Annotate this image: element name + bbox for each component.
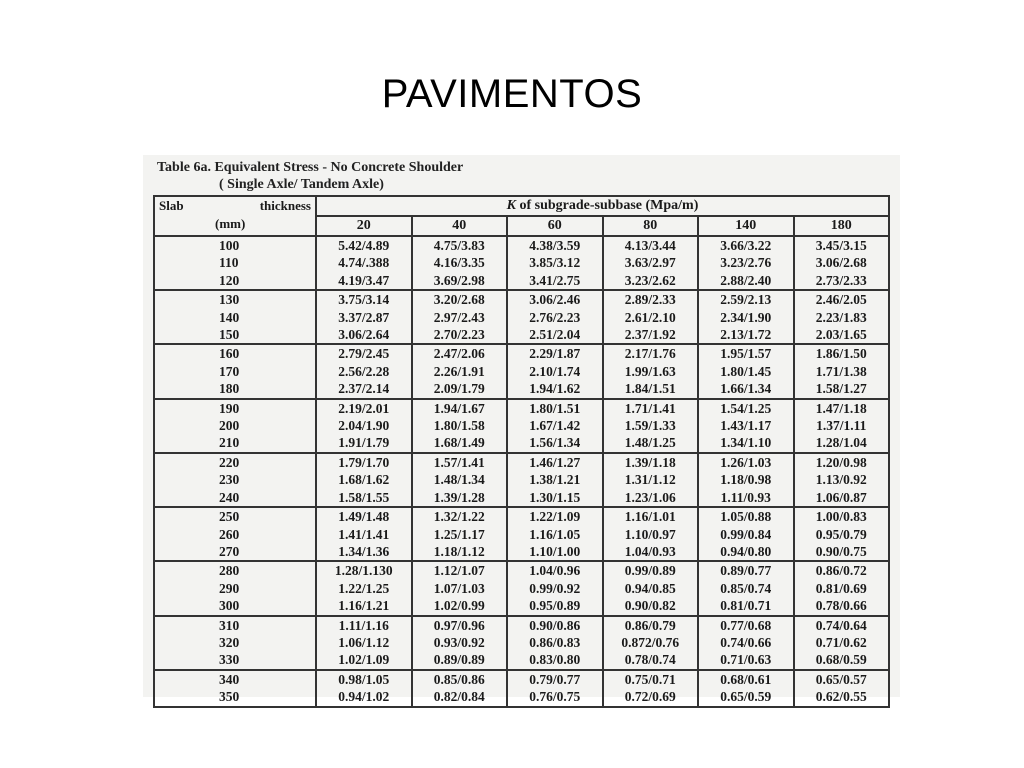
stress-value: 0.90/0.86 [529, 617, 581, 633]
stress-cell [412, 616, 508, 670]
stress-cell [794, 399, 890, 453]
stress-cell [507, 670, 603, 707]
stress-value: 2.34/1.90 [720, 309, 772, 325]
thickness-value: 200 [219, 418, 240, 434]
stress-value: 4.19/3.47 [338, 272, 390, 288]
stress-cell [603, 290, 699, 344]
thickness-value: 150 [219, 327, 240, 343]
stress-value: 0.99/0.84 [720, 526, 772, 542]
thickness-value: 310 [219, 617, 240, 633]
stress-value: 1.18/0.98 [720, 472, 772, 488]
stress-cell [316, 453, 412, 507]
thickness-cell [154, 344, 316, 398]
stress-value: 0.95/0.79 [815, 526, 867, 542]
thickness-cell [154, 670, 316, 707]
table-caption [157, 159, 463, 193]
k-header-text: of subgrade-subbase (Mpa/m) [515, 198, 699, 213]
stress-value: 2.61/2.10 [624, 309, 676, 325]
stress-value: 3.41/2.75 [529, 272, 581, 288]
stress-cell [603, 670, 699, 707]
stress-value: 0.72/0.69 [624, 689, 676, 705]
table-caption-title: Table 6a. Equivalent Stress - No Concrete Shoulder [157, 160, 464, 175]
thickness-value: 270 [219, 543, 240, 559]
stress-value: 1.23/1.06 [624, 489, 676, 505]
stress-cell [507, 561, 603, 615]
stress-cell [507, 616, 603, 670]
stress-cell [316, 670, 412, 707]
stress-value: 3.23/2.76 [720, 255, 772, 271]
stress-value: 2.26/1.91 [433, 363, 485, 379]
stress-value: 1.39/1.28 [433, 489, 485, 505]
stress-cell [603, 344, 699, 398]
stress-value: 1.02/0.99 [433, 598, 485, 614]
stress-value: 1.94/1.67 [433, 400, 485, 416]
stress-value: 1.30/1.15 [529, 489, 581, 505]
stress-value: 1.80/1.58 [433, 418, 485, 434]
thickness-value: 100 [219, 238, 240, 253]
stress-cell [316, 616, 412, 670]
thickness-cell [154, 399, 316, 453]
stress-value: 1.18/1.12 [433, 543, 485, 559]
stress-cell [794, 290, 890, 344]
stress-value: 0.95/0.89 [529, 598, 581, 614]
stress-value: 0.71/0.63 [720, 652, 772, 668]
stress-value: 0.86/0.79 [624, 617, 676, 633]
stress-value: 0.90/0.75 [815, 543, 867, 559]
stress-cell [794, 670, 890, 707]
stress-value: 0.77/0.68 [720, 617, 772, 633]
stress-cell [507, 290, 603, 344]
stress-value: 0.85/0.74 [720, 580, 772, 596]
stress-cell [603, 561, 699, 615]
stress-cell [698, 290, 794, 344]
stress-value: 1.34/1.36 [338, 543, 390, 559]
slab-thickness-header [154, 196, 316, 236]
stress-cell [412, 399, 508, 453]
stress-value: 2.17/1.76 [624, 346, 676, 362]
stress-value: 1.43/1.17 [720, 418, 772, 434]
stress-cell [412, 670, 508, 707]
stress-value: 3.06/2.68 [815, 255, 867, 271]
stress-cell [412, 236, 508, 290]
k-value-header: 40 [412, 216, 508, 236]
stress-value: 2.10/1.74 [529, 363, 581, 379]
stress-value: 0.94/0.85 [624, 580, 676, 596]
stress-value: 1.58/1.27 [815, 381, 867, 397]
stress-value: 1.84/1.51 [624, 381, 676, 397]
equivalent-stress-table [153, 195, 890, 708]
stress-value: 1.07/1.03 [433, 580, 485, 596]
stress-value: 2.79/2.45 [338, 346, 390, 362]
stress-value: 3.06/2.46 [529, 292, 581, 308]
stress-value: 1.26/1.03 [720, 454, 772, 470]
table-row-group [154, 670, 889, 707]
stress-cell [507, 507, 603, 561]
stress-value: 1.80/1.45 [720, 363, 772, 379]
thickness-value: 260 [219, 526, 240, 542]
thickness-value: 160 [219, 346, 240, 362]
stress-value: 1.49/1.48 [338, 509, 390, 525]
stress-value: 1.71/1.41 [624, 400, 676, 416]
stress-value: 0.98/1.05 [338, 671, 390, 687]
stress-value: 1.46/1.27 [529, 454, 581, 470]
k-value-header: 180 [794, 216, 890, 236]
stress-value: 1.47/1.18 [815, 400, 867, 416]
thickness-value: 280 [219, 563, 240, 579]
stress-value: 0.71/0.62 [815, 634, 867, 650]
stress-value: 0.81/0.71 [720, 598, 772, 614]
stress-value: 1.10/0.97 [624, 526, 676, 542]
stress-value: 0.62/0.55 [815, 689, 867, 705]
stress-value: 0.89/0.89 [433, 652, 485, 668]
slab-label: Slab [159, 198, 184, 213]
stress-cell [603, 453, 699, 507]
stress-value: 0.872/0.76 [621, 634, 680, 650]
stress-cell [794, 616, 890, 670]
stress-cell [316, 507, 412, 561]
k-value-header: 60 [507, 216, 603, 236]
stress-value: 1.06/1.12 [338, 634, 390, 650]
table-row-group [154, 399, 889, 453]
thickness-cell [154, 236, 316, 290]
stress-value: 1.91/1.79 [338, 435, 390, 451]
stress-value: 1.16/1.01 [624, 509, 676, 525]
stress-cell [603, 507, 699, 561]
stress-value: 1.39/1.18 [624, 454, 676, 470]
k-subgrade-header [316, 196, 889, 216]
stress-value: 0.79/0.77 [529, 671, 581, 687]
k-symbol: K [506, 198, 516, 213]
stress-value: 2.70/2.23 [433, 327, 485, 343]
stress-value: 1.37/1.11 [816, 418, 867, 434]
stress-cell [507, 399, 603, 453]
stress-value: 1.99/1.63 [624, 363, 676, 379]
stress-value: 1.38/1.21 [529, 472, 581, 488]
stress-cell [507, 236, 603, 290]
thickness-cell [154, 507, 316, 561]
stress-value: 1.57/1.41 [433, 454, 485, 470]
thickness-value: 250 [219, 509, 240, 525]
stress-cell [698, 344, 794, 398]
stress-value: 3.63/2.97 [624, 255, 676, 271]
stress-value: 2.73/2.33 [815, 272, 867, 288]
stress-cell [698, 399, 794, 453]
stress-value: 0.85/0.86 [433, 671, 485, 687]
thickness-value: 240 [219, 489, 240, 505]
thickness-value: 140 [219, 309, 240, 325]
stress-value: 4.74/.388 [338, 255, 390, 271]
thickness-value: 130 [219, 292, 240, 308]
stress-cell [412, 344, 508, 398]
thickness-value: 300 [219, 598, 240, 614]
stress-value: 1.67/1.42 [529, 418, 581, 434]
stress-value: 1.28/1.130 [334, 563, 393, 579]
stress-value: 0.94/0.80 [720, 543, 772, 559]
stress-value: 0.65/0.59 [720, 689, 772, 705]
stress-value: 1.20/0.98 [815, 454, 867, 470]
stress-value: 1.68/1.49 [433, 435, 485, 451]
stress-value: 1.54/1.25 [720, 400, 772, 416]
thickness-value: 320 [219, 634, 240, 650]
thickness-cell [154, 616, 316, 670]
stress-value: 0.65/0.57 [815, 671, 867, 687]
stress-value: 3.69/2.98 [433, 272, 485, 288]
thickness-value: 230 [219, 472, 240, 488]
table-row-group [154, 290, 889, 344]
stress-value: 1.28/1.04 [815, 435, 867, 451]
k-value-header: 140 [698, 216, 794, 236]
stress-cell [698, 561, 794, 615]
stress-value: 0.99/0.92 [529, 580, 581, 596]
table-row-group [154, 561, 889, 615]
stress-value: 1.11/0.93 [720, 489, 771, 505]
stress-value: 2.46/2.05 [815, 292, 867, 308]
thickness-cell [154, 290, 316, 344]
thickness-value: 180 [219, 381, 240, 397]
table-row-group [154, 236, 889, 290]
stress-value: 0.82/0.84 [433, 689, 485, 705]
stress-value: 4.75/3.83 [433, 238, 485, 253]
stress-value: 2.23/1.83 [815, 309, 867, 325]
stress-value: 1.04/0.93 [624, 543, 676, 559]
stress-value: 3.20/2.68 [433, 292, 485, 308]
stress-value: 0.86/0.83 [529, 634, 581, 650]
stress-value: 2.56/2.28 [338, 363, 390, 379]
stress-cell [412, 561, 508, 615]
thickness-value: 170 [219, 363, 240, 379]
thickness-value: 120 [219, 272, 240, 288]
stress-cell [794, 344, 890, 398]
stress-value: 1.79/1.70 [338, 454, 390, 470]
stress-cell [316, 399, 412, 453]
stress-value: 0.90/0.82 [624, 598, 676, 614]
stress-value: 2.88/2.40 [720, 272, 772, 288]
k-value-header: 80 [603, 216, 699, 236]
stress-value: 1.02/1.09 [338, 652, 390, 668]
stress-value: 0.78/0.74 [624, 652, 676, 668]
stress-value: 1.86/1.50 [815, 346, 867, 362]
thickness-value: 210 [219, 435, 240, 451]
stress-cell [698, 453, 794, 507]
stress-value: 1.13/0.92 [815, 472, 867, 488]
stress-value: 0.78/0.66 [815, 598, 867, 614]
stress-value: 1.48/1.34 [433, 472, 485, 488]
table-caption-subtitle: ( Single Axle/ Tandem Axle) [219, 177, 384, 192]
stress-value: 1.34/1.10 [720, 435, 772, 451]
stress-cell [603, 399, 699, 453]
stress-value: 1.12/1.07 [433, 563, 485, 579]
table-row-group [154, 453, 889, 507]
thickness-value: 350 [219, 689, 240, 705]
stress-cell [698, 507, 794, 561]
thickness-value: 340 [219, 671, 240, 687]
thickness-value: 190 [219, 400, 240, 416]
stress-value: 1.04/0.96 [529, 563, 581, 579]
stress-value: 2.19/2.01 [338, 400, 390, 416]
table-row-group [154, 616, 889, 670]
stress-cell [316, 290, 412, 344]
stress-value: 0.94/1.02 [338, 689, 390, 705]
stress-value: 0.97/0.96 [433, 617, 485, 633]
stress-value: 0.74/0.64 [815, 617, 867, 633]
stress-value: 2.04/1.90 [338, 418, 390, 434]
stress-value: 2.59/2.13 [720, 292, 772, 308]
stress-value: 0.86/0.72 [815, 563, 867, 579]
thickness-cell [154, 453, 316, 507]
thickness-value: 220 [219, 454, 240, 470]
stress-cell [603, 236, 699, 290]
stress-value: 0.76/0.75 [529, 689, 581, 705]
stress-value: 2.09/1.79 [433, 381, 485, 397]
stress-value: 1.05/0.88 [720, 509, 772, 525]
scanned-table-image [143, 155, 900, 705]
stress-value: 2.97/2.43 [433, 309, 485, 325]
table-body [154, 236, 889, 707]
stress-cell [698, 236, 794, 290]
stress-value: 2.51/2.04 [529, 327, 581, 343]
stress-value: 0.75/0.71 [624, 671, 676, 687]
stress-value: 1.31/1.12 [624, 472, 676, 488]
thickness-label: thickness [259, 198, 311, 213]
stress-value: 0.99/0.89 [624, 563, 676, 579]
stress-value: 1.25/1.17 [433, 526, 485, 542]
stress-cell [316, 561, 412, 615]
stress-value: 1.95/1.57 [720, 346, 772, 362]
stress-value: 1.66/1.34 [720, 381, 772, 397]
stress-value: 3.85/3.12 [529, 255, 581, 271]
stress-cell [412, 507, 508, 561]
stress-value: 0.93/0.92 [433, 634, 485, 650]
stress-value: 3.75/3.14 [338, 292, 390, 308]
stress-value: 3.37/2.87 [338, 309, 390, 325]
stress-value: 2.37/2.14 [338, 381, 390, 397]
stress-cell [412, 453, 508, 507]
stress-value: 2.76/2.23 [529, 309, 581, 325]
stress-value: 2.13/1.72 [720, 327, 772, 343]
stress-value: 4.38/3.59 [529, 238, 581, 253]
stress-value: 1.22/1.25 [338, 580, 390, 596]
stress-value: 1.16/1.21 [338, 598, 390, 614]
thickness-value: 290 [219, 580, 240, 596]
stress-value: 4.16/3.35 [433, 255, 485, 271]
stress-value: 0.68/0.59 [815, 652, 867, 668]
stress-value: 1.22/1.09 [529, 509, 581, 525]
k-value-header: 20 [316, 216, 412, 236]
unit-label: (mm) [215, 216, 246, 231]
stress-cell [794, 236, 890, 290]
stress-cell [698, 616, 794, 670]
thickness-value: 330 [219, 652, 240, 668]
table-row-group [154, 344, 889, 398]
stress-value: 2.37/1.92 [624, 327, 676, 343]
stress-cell [603, 616, 699, 670]
stress-cell [794, 453, 890, 507]
stress-value: 1.11/1.16 [338, 617, 389, 633]
stress-value: 1.71/1.38 [815, 363, 867, 379]
stress-value: 3.45/3.15 [815, 238, 867, 253]
stress-value: 0.83/0.80 [529, 652, 581, 668]
stress-cell [316, 344, 412, 398]
table-row-group [154, 507, 889, 561]
stress-value: 2.89/2.33 [624, 292, 676, 308]
stress-cell [412, 290, 508, 344]
stress-value: 1.80/1.51 [529, 400, 581, 416]
thickness-cell [154, 561, 316, 615]
stress-value: 1.59/1.33 [624, 418, 676, 434]
stress-value: 2.29/1.87 [529, 346, 581, 362]
stress-value: 1.06/0.87 [815, 489, 867, 505]
stress-value: 1.00/0.83 [815, 509, 867, 525]
stress-value: 0.89/0.77 [720, 563, 772, 579]
stress-value: 1.41/1.41 [338, 526, 390, 542]
stress-value: 1.48/1.25 [624, 435, 676, 451]
stress-value: 2.03/1.65 [815, 327, 867, 343]
stress-value: 0.81/0.69 [815, 580, 867, 596]
stress-value: 1.58/1.55 [338, 489, 390, 505]
stress-value: 5.42/4.89 [338, 238, 390, 253]
stress-cell [698, 670, 794, 707]
stress-value: 3.66/3.22 [720, 238, 772, 253]
stress-value: 1.16/1.05 [529, 526, 581, 542]
stress-value: 3.23/2.62 [624, 272, 676, 288]
stress-value: 1.56/1.34 [529, 435, 581, 451]
stress-value: 1.10/1.00 [529, 543, 581, 559]
stress-value: 1.68/1.62 [338, 472, 390, 488]
stress-cell [507, 453, 603, 507]
stress-value: 1.94/1.62 [529, 381, 581, 397]
stress-cell [794, 507, 890, 561]
stress-cell [794, 561, 890, 615]
stress-cell [316, 236, 412, 290]
stress-value: 0.68/0.61 [720, 671, 772, 687]
stress-value: 3.06/2.64 [338, 327, 390, 343]
stress-value: 0.74/0.66 [720, 634, 772, 650]
stress-value: 4.13/3.44 [624, 238, 676, 253]
slide-title: PAVIMENTOS [381, 72, 643, 116]
stress-value: 2.47/2.06 [433, 346, 485, 362]
thickness-value: 110 [219, 255, 239, 271]
stress-cell [507, 344, 603, 398]
stress-value: 1.32/1.22 [433, 509, 485, 525]
